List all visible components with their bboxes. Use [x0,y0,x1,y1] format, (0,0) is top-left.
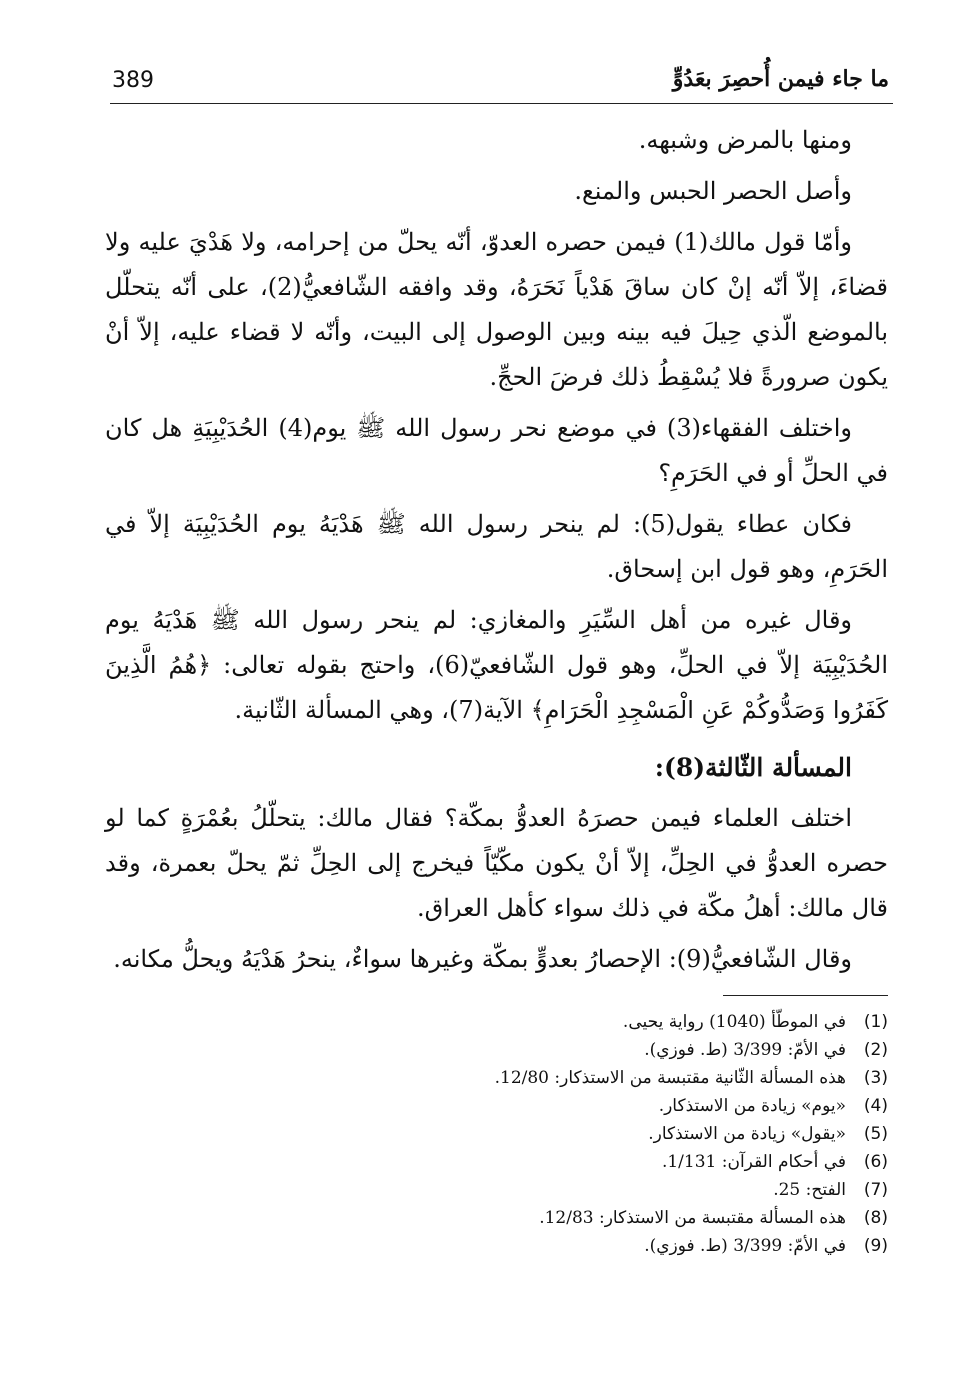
paragraph-text: وقال غيره من أهل السِّيَرِ والمغازي: لم ينحر رسول الله ﷺ هَدْيَهُ يوم الحُدَيْبِيَة إلاّ في الحلِّ، وهو قول الشّافعيّ(6)، واحتج بقوله تعالى: [105,606,888,679]
footnote-item [98,1008,888,1036]
paragraph [105,598,888,733]
main-text [105,118,888,988]
footnote-item [98,1036,888,1064]
paragraph: ومنها بالمرض وشبهه. [638,126,852,154]
footnote-item [98,1148,888,1176]
paragraph: واختلف الفقهاء(3) في موضع نحر رسول الله ﷺ يوم(4) الحُدَيْبِيَةِ هل كان في الحلِّ أو في الحَرَمِ؟ [105,414,888,487]
footnote-text: في أحكام القرآن: 1/131. [661,1152,846,1172]
footnote-number: (8) [863,1208,888,1228]
footnote-text: في الأمّ: 3/399 (ط. فوزي). [644,1236,846,1256]
footnote-number: (9) [863,1236,888,1256]
footnote-text: «يقول» زيادة من الاستذكار. [648,1124,846,1144]
footnote-text: هذه المسألة الثّانية مقتبسة من الاستذكار: 12/80. [494,1068,846,1088]
footnotes-list [98,1008,888,1260]
running-title: ما جاء فيمن أُحصِرَ بعَدُوٍّ [672,66,889,92]
footnote-number: (2) [863,1040,888,1060]
footnote-item [98,1232,888,1260]
footnote-text: في الموطّأ (1040) رواية يحيى. [622,1012,846,1032]
footnote-item [98,1064,888,1092]
footnote-item [98,1092,888,1120]
footnote-number: (7) [863,1180,888,1200]
footnote-number: (1) [863,1012,888,1032]
footnote-text: هذه المسألة مقتبسة من الاستذكار: 12/83. [539,1208,846,1228]
paragraph: وأصل الحصر الحبس والمنع. [574,177,852,205]
footnote-item [98,1204,888,1232]
paragraph: فكان عطاء يقول(5): لم ينحر رسول الله ﷺ هَدْيَهُ يوم الحُدَيْبِيَة إلاّ في الحَرَمِ، وهو قول ابن إسحاق. [105,510,888,583]
footnote-text: في الأمّ: 3/399 (ط. فوزي). [644,1040,846,1060]
page-header [112,58,889,98]
section-heading: المسألة الثّالثة(8): [654,753,852,782]
footnote-number: (4) [863,1096,888,1116]
footnote-number: (6) [863,1152,888,1172]
paragraph: وأمّا قول مالك(1) فيمن حصره العدوّ، أنّه يحلّ من إحرامه، ولا هَدْيَ عليه ولا قضاءَ، إلاّ أنّه إنْ كان ساقَ هَدْياً نَحَرَهُ، وقد وافقه الشّافعيُّ(2)، على أنّه يتحلّل بالموضع الّذي حِيلَ فيه بينه وبين الوصول إلى البيت، وأنّه لا قضاء عليه، إلاّ أنْ يكون صرورةً فلا يُسْقِطُ ذلك فرضَ الحجِّ. [105,228,889,391]
footnote-item [98,1176,888,1204]
header-divider [110,103,893,104]
footnote-number: (3) [863,1068,888,1088]
footnote-divider [723,995,888,996]
quran-verse: ﴿هُمُ الَّذِينَ كَفَرُوا وَصَدُّوكُمْ عَنِ الْمَسْجِدِ الْحَرَامِ﴾ [105,651,888,724]
page-number: 389 [112,68,154,93]
footnote-number: (5) [863,1124,888,1144]
paragraph-text: الآية(7)، وهي المسألة الثّانية. [234,696,531,724]
footnote-item [98,1120,888,1148]
footnote-text: الفتح: 25. [773,1180,846,1200]
footnote-text: «يوم» زيادة من الاستذكار. [658,1096,846,1116]
paragraph: وقال الشّافعيُّ(9): الإحصارُ بعدوٍّ بمكّة وغيرها سواءٌ، ينحرُ هَدْيَهُ ويحلُّ مكانه. [113,945,852,973]
paragraph: اختلف العلماء فيمن حصرَهُ العدوُّ بمكّة؟ فقال مالك: يتحلّلُ بعُمْرَةٍ كما لو حصره العدوُّ في الحِلِّ، إلاّ أنْ يكون مكّيّاً فيخرج إلى الحِلِّ ثمّ يحلّ بعمرة، وقد قال مالك: أهلُ مكّة في ذلك سواء كأهل العراق. [105,804,888,922]
